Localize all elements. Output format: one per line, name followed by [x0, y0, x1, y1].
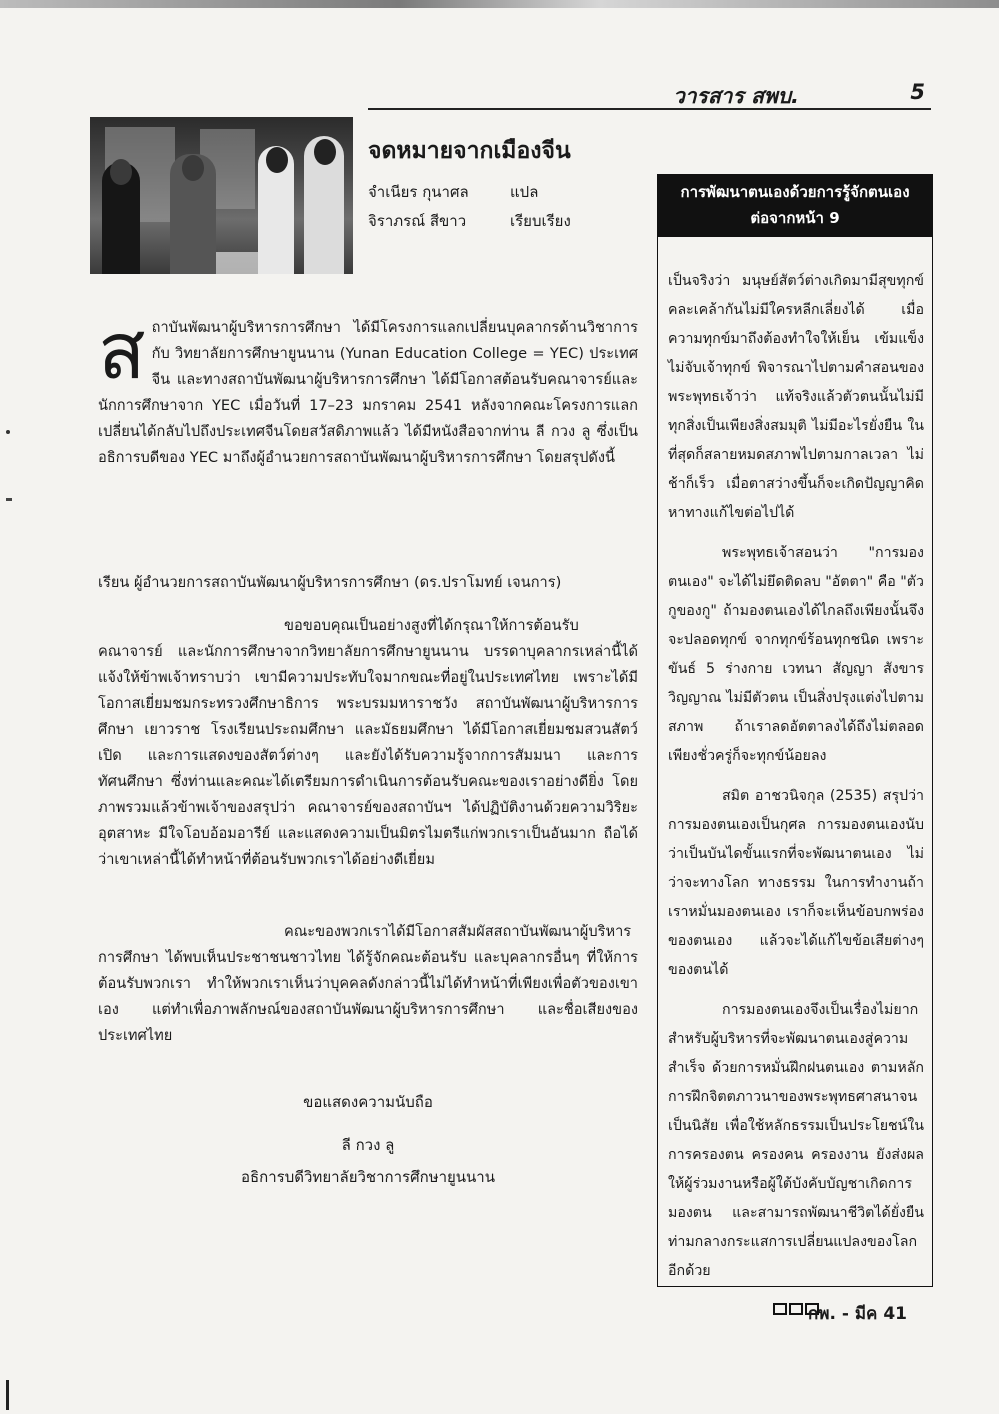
issue-footer: กพ. - มีค 41 [807, 1304, 907, 1324]
letter-paragraph-1: ขอขอบคุณเป็นอย่างสูงที่ได้กรุณาให้การต้อนรับคณาจารย์ และนักการศึกษาจากวิทยาลัยการศึกษายูนนาน บรรดาบุคลากรเหล่านี้ได้แจ้งให้ข้าพเจ้าทราบว่า เขามีความประทับใจมากขณะที่อยู่ในประเทศไทย เพราะได้มีโอกาสเยี่ยมชมกระทรวงศึกษาธิการ พระบรมมหาราชวัง สถาบันพัฒนาผู้บริหารการศึกษา เยาวราช โรงเรียนประถมศึกษา และมัธยมศึกษา ได้มีโอกาสเยี่ยมชมสวนสัตว์เปิด และการแสดงของสัตว์ต่างๆ และยังได้รับความรู้จากการสัมมนา และการทัศนศึกษา ซึ่งท่านและคณะได้เตรียมการดำเนินการต้อนรับคณะของเราอย่างดียิ่ง โดยภาพรวมแล้วข้าพเจ้าของสรุปว่า คณาจารย์ของสถาบันฯ ได้ปฏิบัติงานด้วยความวิริยะ อุตสาหะ มีใจโอบอ้อมอารีย์ และแสดงความเป็นมิตรไมตรีแก่พวกเราเป็นอันมาก ถือได้ว่าเขาเหล่านี้ได้ทำหน้าที่ต้อนรับพวกเราได้อย่างดีเยี่ยม [98, 617, 638, 868]
editor-name: จิราภรณ์ สีขาว [368, 212, 467, 230]
scan-speck [6, 430, 10, 434]
sidebar-box [657, 174, 933, 1287]
letter-paragraph-2: คณะของพวกเราได้มีโอกาสสัมผัสสถาบันพัฒนาผู้บริหารการศึกษา ได้พบเห็นประชาชนชาวไทย ได้รู้จักคณะต้อนรับ และบุคลากรอื่นๆ ที่ให้การต้อนรับพวกเรา ทำให้พวกเราเห็นว่าบุคคลดังกล่าวนี้ไม่ได้ทำหน้าที่เพียงเพื่อตัวของเขาเอง แต่ทำเพื่อภาพลักษณ์ของสถาบันพัฒนาผู้บริหารการศึกษา และชื่อเสียงของประเทศไทย [98, 923, 638, 1044]
sidebar-title: การพัฒนาตนเองด้วยการรู้จักตนเอง [680, 183, 910, 201]
scan-speck [6, 498, 12, 501]
drop-cap: ส [98, 307, 146, 397]
translator-role: แปล [510, 183, 539, 201]
sidebar-paragraph: พระพุทธเจ้าสอนว่า "การมองตนเอง" จะได้ไม่ยึดติดลบ "อัตตา" คือ "ตัวกูของกู" ถ้ามองตนเองได้ไกลถึงเพียงนั้นจึงจะปลอดทุกข์ จากทุกข์ร้อนทุกชนิด เพราะขันธ์ 5 ร่างกาย เวทนา สัญญา สังขาร วิญญาณ ไม่มีตัวตน เป็นสิ่งปรุงแต่งไปตามสภาพ ถ้าเราลดอัตตาลงได้ถึงไม่ตลอดเพียงชั่วครู่ก็จะทุกข์น้อยลง [668, 545, 924, 764]
article-intro [98, 307, 638, 471]
photo-head [266, 147, 288, 173]
article-title: จดหมายจากเมืองจีน [368, 138, 571, 164]
sidebar-header [658, 175, 932, 237]
translator-name: จำเนียร กุนาศล [368, 183, 469, 201]
sidebar-paragraph: การมองตนเองจึงเป็นเรื่องไม่ยากสำหรับผู้บริหารที่จะพัฒนาตนเองสู่ความสำเร็จ ด้วยการหมั่นฝึกฝนตนเอง ตามหลักการฝึกจิตตภาวนาของพระพุทธศาสนาจนเป็นนิสัย เพื่อใช้หลักธรรมเป็นประโยชน์ในการครองตน ครองคน ครองงาน ยังส่งผลให้ผู้ร่วมงานหรือผู้ใต้บังคับบัญชาเกิดการมองตน และสามารถพัฒนาชีวิตได้ยั่งยืน ท่ามกลางกระแสการเปลี่ยนแปลงของโลกอีกด้วย [668, 1002, 924, 1279]
photo-head [110, 159, 132, 185]
sidebar-paragraph: เป็นจริงว่า มนุษย์สัตว์ต่างเกิดมามีสุขทุกข์คละเคล้ากันไม่มีใครหลีกเลี่ยงได้ เมื่อความทุกข์มาถึงต้องทำใจให้เย็น เข้มแข็ง ไม่จับเจ้าทุกข์ พิจารณาไปตามคำสอนของพระพุทธเจ้าว่า แท้จริงแล้วตัวตนนั้นไม่มี ทุกสิ่งเป็นเพียงสิ่งสมมุติ ไม่มีอะไรยั่งยืน ในที่สุดก็สลายหมดสภาพไปตามกาลเวลา ไม่ช้าก็เร็ว เมื่อตาสว่างขึ้นก็จะเกิดปัญญาคิดหาทางแก้ไขต่อไปได้ [668, 273, 924, 521]
signer-title: อธิการบดีวิทยาลัยวิชาการศึกษายูนนาน [241, 1168, 495, 1186]
page-number: 5 [910, 80, 925, 104]
closing: ขอแสดงความนับถือ [303, 1093, 433, 1111]
sidebar-text [668, 267, 924, 1326]
salutation: เรียน ผู้อำนวยการสถาบันพัฒนาผู้บริหารการศึกษา (ดร.ปราโมทย์ เจนการ) [98, 574, 562, 591]
page-header [368, 80, 931, 110]
photo-head [182, 155, 204, 181]
intro-text: ถาบันพัฒนาผู้บริหารการศึกษา ได้มีโครงการแลกเปลี่ยนบุคลากรด้านวิชาการ กับ วิทยาลัยการศึกษายูนนาน (Yunan Education College = YEC) ประเทศจีน และทางสถาบันพัฒนาผู้บริหารการศึกษา ได้มีโอกาสต้อนรับคณาจารย์และนักการศึกษาจาก YEC เมื่อวันที่ 17–23 มกราคม 2541 หลังจากคณะโครงการแลกเปลี่ยนได้กลับไปถึงประเทศจีนโดยสวัสดิภาพแล้ว ได้มีหนังสือจากท่าน ลี กวง ลู ซึ่งเป็นอธิการบดีของ YEC มาถึงผู้อำนวยการสถาบันพัฒนาผู้บริหารการศึกษา โดยสรุปดังนี้ [98, 319, 638, 466]
sidebar-continued: ต่อจากหน้า 9 [750, 209, 840, 227]
article-photo [90, 117, 353, 274]
photo-head [314, 139, 336, 165]
scan-edge-mark [6, 1380, 9, 1410]
journal-name: วารสาร สพบ. [672, 84, 799, 108]
sidebar-paragraph: สมิต อาชวนิจกุล (2535) สรุปว่า การมองตนเองเป็นกุศล การมองตนเองนับว่าเป็นบันไดขั้นแรกที่จะพัฒนาตนเอง ไม่ว่าจะทางโลก ทางธรรม ในการทำงานถ้าเราหมั่นมองตนเอง เราก็จะเห็นข้อบกพร่องของตนเอง แล้วจะได้แก้ไขข้อเสียต่างๆ ของตนได้ [668, 788, 924, 978]
signer-name: ลี กวง ลู [341, 1136, 395, 1154]
top-scan-stripe [0, 0, 999, 8]
editor-role: เรียบเรียง [510, 212, 571, 230]
